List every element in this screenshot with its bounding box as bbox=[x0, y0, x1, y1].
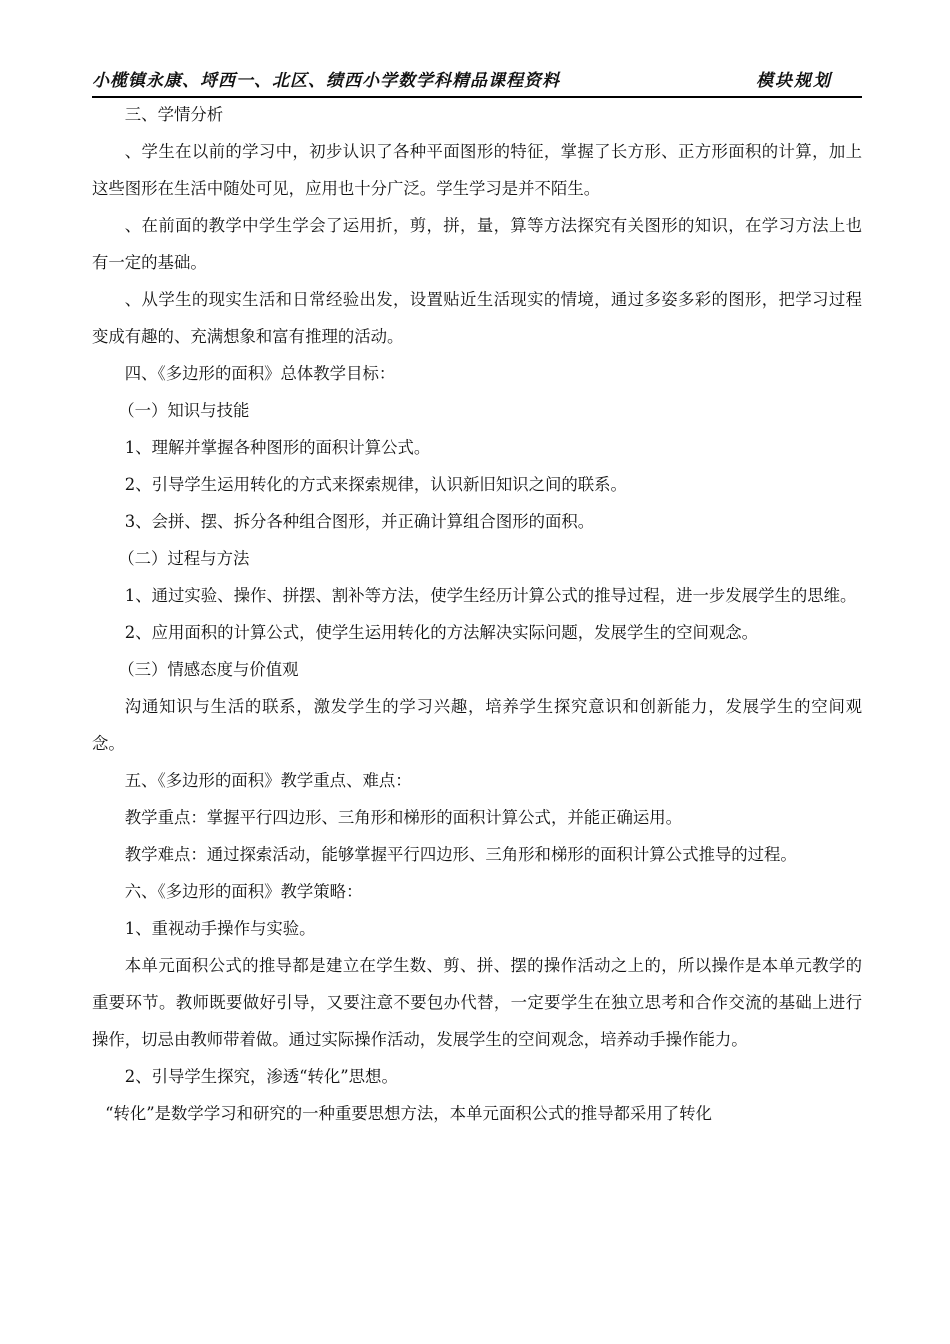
paragraph: 、从学生的现实生活和日常经验出发，设置贴近生活现实的情境，通过多姿多彩的图形，把学习过程变成有趣的、充满想象和富有推理的活动。 bbox=[92, 290, 862, 346]
list-item: 1、通过实验、操作、拼摆、割补等方法，使学生经历计算公式的推导过程，进一步发展学生的思维。 bbox=[124, 586, 857, 605]
list-item: 3、会拼、摆、拆分各种组合图形，并正确计算组合图形的面积。 bbox=[124, 512, 595, 531]
paragraph: 沟通知识与生活的联系，激发学生的学习兴趣，培养学生探究意识和创新能力，发展学生的空间观念。 bbox=[92, 697, 862, 753]
subheading: （二）过程与方法 bbox=[118, 549, 250, 568]
heading-section-3: 三、学情分析 bbox=[124, 105, 224, 124]
list-item: 2、应用面积的计算公式，使学生运用转化的方法解决实际问题，发展学生的空间观念。 bbox=[124, 623, 759, 642]
paragraph: 本单元面积公式的推导都是建立在学生数、剪、拼、摆的操作活动之上的，所以操作是本单元教学的重要环节。教师既要做好引导，又要注意不要包办代替，一定要学生在独立思考和合作交流的基础上进行操作，切忌由教师带着做。通过实际操作活动，发展学生的空间观念，培养动手操作能力。 bbox=[92, 956, 862, 1049]
header-section-label: 模块规划 bbox=[756, 71, 832, 91]
page-header bbox=[92, 64, 862, 98]
paragraph: 教学重点：掌握平行四边形、三角形和梯形的面积计算公式，并能正确运用。 bbox=[124, 808, 683, 827]
heading-section-5: 五、《多边形的面积》教学重点、难点： bbox=[124, 771, 412, 790]
paragraph: 、学生在以前的学习中，初步认识了各种平面图形的特征，掌握了长方形、正方形面积的计算，加上这些图形在生活中随处可见，应用也十分广泛。学生学习是并不陌生。 bbox=[92, 142, 862, 198]
heading-section-4: 四、《多边形的面积》总体教学目标： bbox=[124, 364, 396, 383]
list-item: 2、引导学生运用转化的方式来探索规律，认识新旧知识之间的联系。 bbox=[124, 475, 627, 494]
header-title: 小榄镇永康、埒西一、北区、绩西小学数学科精品课程资料 bbox=[92, 71, 560, 91]
document-body bbox=[92, 96, 862, 1132]
paragraph: 教学难点：通过探索活动，能够掌握平行四边形、三角形和梯形的面积计算公式推导的过程。 bbox=[124, 845, 797, 864]
list-item: 2、引导学生探究，渗透“转化”思想。 bbox=[124, 1067, 398, 1086]
paragraph: “转化”是数学学习和研究的一种重要思想方法，本单元面积公式的推导都采用了转化 bbox=[105, 1104, 712, 1123]
subheading: （三）情感态度与价值观 bbox=[118, 660, 299, 679]
list-item: 1、理解并掌握各种图形的面积计算公式。 bbox=[124, 438, 431, 457]
heading-section-6: 六、《多边形的面积》教学策略： bbox=[124, 882, 363, 901]
subheading: （一）知识与技能 bbox=[118, 401, 250, 420]
list-item: 1、重视动手操作与实验。 bbox=[124, 919, 316, 938]
paragraph: 、在前面的教学中学生学会了运用折，剪，拼，量，算等方法探究有关图形的知识，在学习方法上也有一定的基础。 bbox=[92, 216, 862, 272]
